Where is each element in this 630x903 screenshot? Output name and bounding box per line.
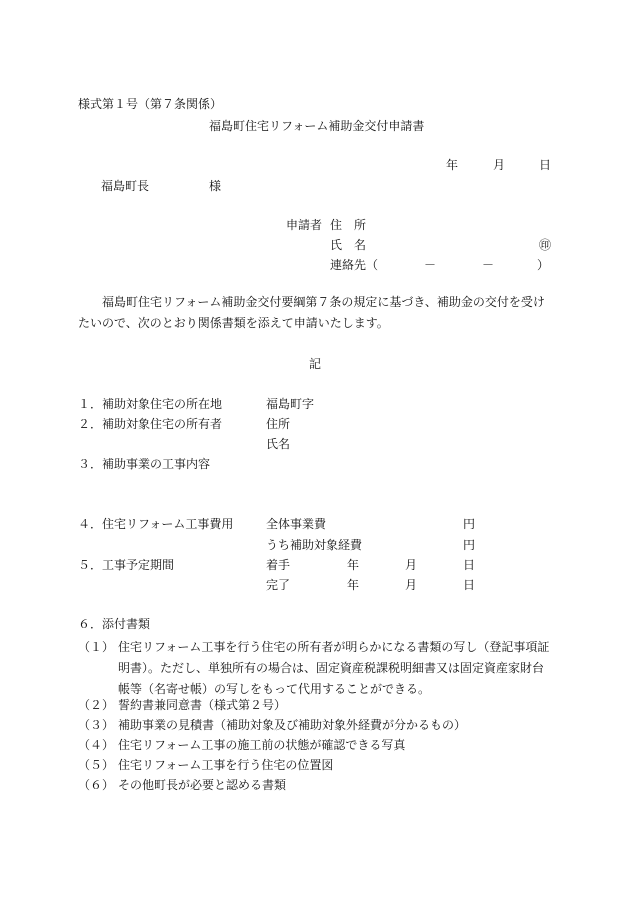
item-4-total-yen: 円 [463, 517, 476, 531]
attachment-3-num: （３） [78, 718, 115, 732]
applicant-address-label: 住 所 [330, 218, 367, 232]
intro-paragraph: 福島町住宅リフォーム補助金交付要綱第７条の規定に基づき、補助金の交付を受けたいので、次のとおり関係書類を添えて申請いたします。 [78, 295, 545, 330]
item-4-label: ４．住宅リフォーム工事費用 [78, 517, 234, 531]
applicant-label: 申請者 [286, 218, 323, 232]
attachment-3-text: 補助事業の見積書（補助対象及び補助対象外経費が分かるもの） [118, 718, 467, 732]
item-2-name: 氏名 [266, 437, 291, 451]
applicant-contact-label: 連絡先（ [330, 258, 379, 272]
item-5-start-month: 月 [405, 558, 418, 572]
item-5-end-month: 月 [405, 578, 418, 592]
attachment-1-num: （１） [78, 640, 115, 654]
date-month: 月 [493, 158, 506, 172]
document-title: 福島町住宅リフォーム補助金交付申請書 [209, 119, 425, 133]
attachment-6-num: （６） [78, 778, 115, 792]
item-1-value: 福島町字 [266, 397, 315, 411]
item-4-total: 全体事業費 [266, 517, 327, 531]
form-number: 様式第１号（第７条関係） [78, 97, 223, 111]
attachment-1-text: 住宅リフォーム工事を行う住宅の所有者が明らかになる書類の写し（登記事項証明書）。ただし、単独所有の場合は、固定資産税課税明細書又は固定資産家財台帳等（名寄せ帳）の写しをもって代用することができる。 [118, 640, 550, 696]
item-5-end: 完了 [266, 578, 291, 592]
item-5-start-year: 年 [347, 558, 360, 572]
contact-dash-1: － [424, 258, 437, 272]
seal-mark: ㊞ [539, 238, 552, 252]
item-2-label: ２．補助対象住宅の所有者 [78, 417, 223, 431]
attachments-heading: ６．添付書類 [78, 617, 151, 631]
item-4-target: うち補助対象経費 [266, 538, 363, 552]
item-4-target-yen: 円 [463, 538, 476, 552]
item-5-end-year: 年 [347, 578, 360, 592]
item-2-address: 住所 [266, 417, 291, 431]
applicant-name-label: 氏 名 [330, 238, 367, 252]
contact-dash-2: － [482, 258, 495, 272]
contact-close: ） [537, 258, 550, 272]
item-5-start-day: 日 [463, 558, 476, 572]
attachment-2-text: 誓約書兼同意書（様式第２号） [118, 698, 287, 712]
item-5-label: ５．工事予定期間 [78, 558, 175, 572]
ki-heading: 記 [309, 357, 322, 371]
item-5-start: 着手 [266, 558, 291, 572]
item-1-label: １．補助対象住宅の所在地 [78, 397, 223, 411]
date-day: 日 [539, 158, 552, 172]
attachment-5-text: 住宅リフォーム工事を行う住宅の位置図 [118, 758, 334, 772]
item-5-end-day: 日 [463, 578, 476, 592]
date-year: 年 [446, 158, 459, 172]
attachment-2-num: （２） [78, 698, 115, 712]
item-3-label: ３．補助事業の工事内容 [78, 457, 211, 471]
attachment-4-text: 住宅リフォーム工事の施工前の状態が確認できる写真 [118, 738, 406, 752]
attachment-4-num: （４） [78, 738, 115, 752]
attachment-6-text: その他町長が必要と認める書類 [118, 778, 287, 792]
attachment-5-num: （５） [78, 758, 115, 772]
addressee-name: 福島町長 [101, 179, 150, 193]
addressee-honorific: 様 [209, 179, 222, 193]
